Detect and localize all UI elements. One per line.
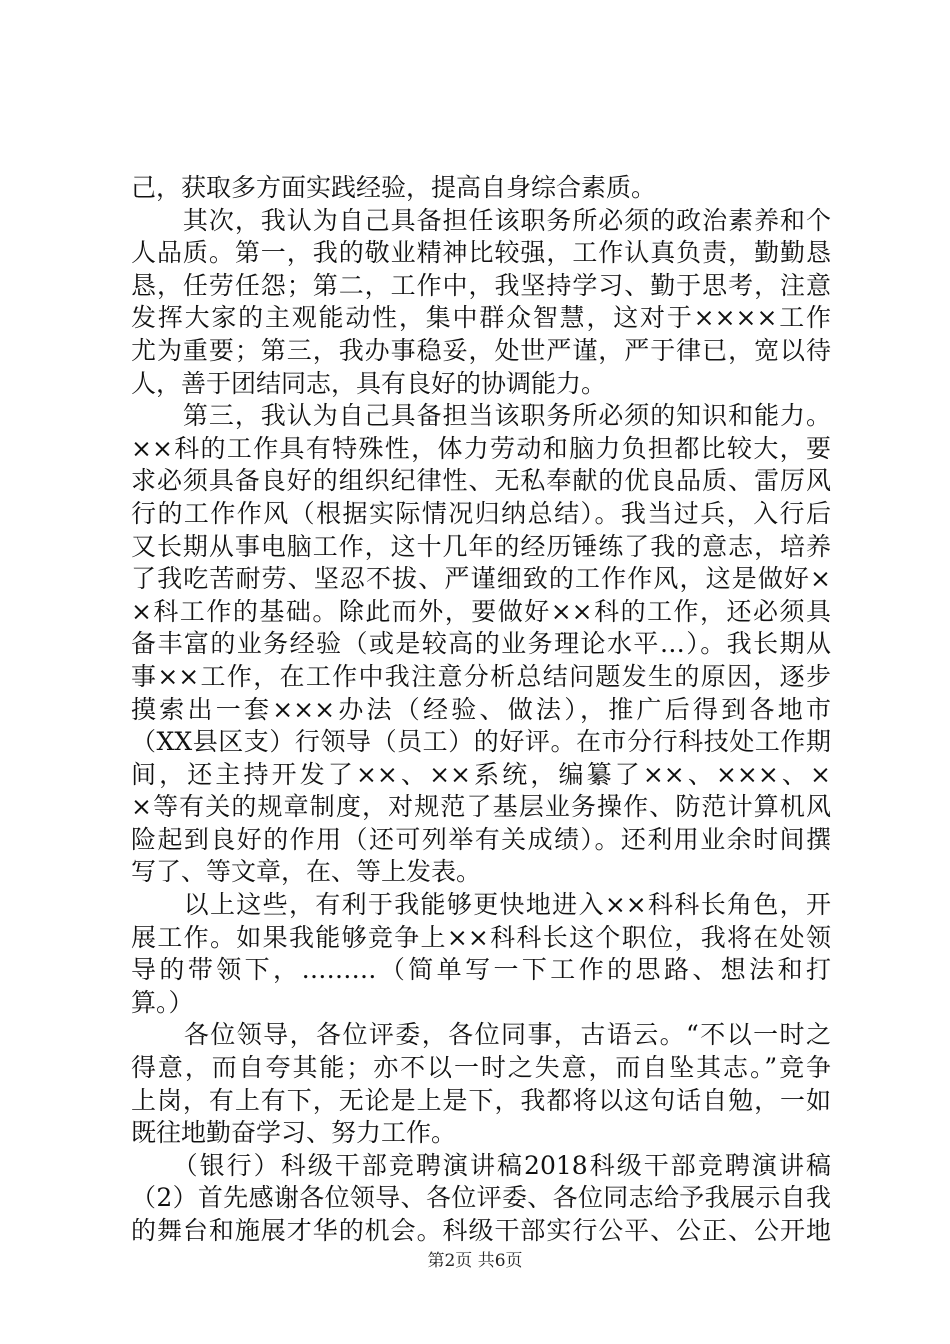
- text-line: 各位领导，各位评委，各位同事，古语云。“不以一时之: [131, 1020, 831, 1050]
- text-line: 摸索出一套×××办法（经验、做法），推广后得到各地市: [131, 694, 831, 724]
- text-line: 备丰富的业务经验（或是较高的业务理论水平…）。我长期从: [131, 629, 831, 659]
- text-line: 其次，我认为自己具备担任该职务所必须的政治素养和个: [131, 205, 831, 235]
- text-line: 的舞台和施展才华的机会。科级干部实行公平、公正、公开地: [131, 1216, 831, 1245]
- text-line: 展工作。如果我能够竞争上××科科长这个职位，我将在处领: [131, 922, 831, 952]
- text-line: （XX县区支）行领导（员工）的好评。在市分行科技处工作期: [131, 727, 831, 757]
- text-line: 发挥大家的主观能动性，集中群众智慧，这对于××××工作: [131, 303, 831, 333]
- document-body: [131, 172, 831, 1248]
- text-line: 以上这些，有利于我能够更快地进入××科科长角色，开: [131, 890, 831, 920]
- text-line: 事××工作，在工作中我注意分析总结问题发生的原因，逐步: [131, 661, 831, 691]
- text-line: 求必须具备良好的组织纪律性、无私奉献的优良品质、雷厉风: [131, 466, 831, 496]
- text-line: 人，善于团结同志，具有良好的协调能力。: [131, 368, 607, 398]
- text-line: 人品质。第一，我的敬业精神比较强，工作认真负责，勤勤恳: [131, 238, 831, 268]
- text-line: 第三，我认为自己具备担当该职务所必须的知识和能力。: [131, 401, 831, 431]
- text-line: ××科的工作具有特殊性，体力劳动和脑力负担都比较大，要: [131, 433, 831, 463]
- text-line: 导的带领下，………（简单写一下工作的思路、想法和打: [131, 955, 831, 985]
- text-line: 尤为重要；第三，我办事稳妥，处世严谨，严于律已，宽以待: [131, 335, 831, 365]
- text-line: （银行）科级干部竞聘演讲稿2018科级干部竞聘演讲稿: [131, 1150, 831, 1180]
- text-line: 又长期从事电脑工作，这十几年的经历锤练了我的意志，培养: [131, 531, 831, 561]
- text-line: 恳，任劳任怨；第二，工作中，我坚持学习、勤于思考，注意: [131, 270, 831, 300]
- text-line: 了我吃苦耐劳、坚忍不拔、严谨细致的工作作风，这是做好×: [131, 564, 831, 594]
- text-line: 行的工作作风（根据实际情况归纳总结）。我当过兵，入行后: [131, 498, 831, 528]
- text-line: 间，还主持开发了××、××系统，编纂了××、×××、×: [131, 759, 831, 789]
- text-line: 得意，而自夸其能；亦不以一时之失意，而自坠其志。”竞争: [131, 1053, 831, 1083]
- text-line: 上岗，有上有下，无论是上是下，我都将以这句话自勉，一如: [131, 1085, 831, 1115]
- text-line: 写了、等文章，在、等上发表。: [131, 857, 482, 887]
- text-line: 己，获取多方面实践经验，提高自身综合素质。: [131, 173, 657, 202]
- text-line: ×科工作的基础。除此而外，要做好××科的工作，还必须具: [131, 596, 831, 626]
- text-line: 既往地勤奋学习、努力工作。: [131, 1118, 457, 1148]
- page-number: 第2页 共6页: [427, 1251, 523, 1271]
- text-line: ×等有关的规章制度，对规范了基层业务操作、防范计算机风: [131, 792, 831, 822]
- text-line: 险起到良好的作用（还可列举有关成绩）。还利用业余时间撰: [131, 824, 831, 854]
- text-line: （2）首先感谢各位领导、各位评委、各位同志给予我展示自我: [131, 1183, 831, 1213]
- text-line: 算。）: [131, 987, 194, 1017]
